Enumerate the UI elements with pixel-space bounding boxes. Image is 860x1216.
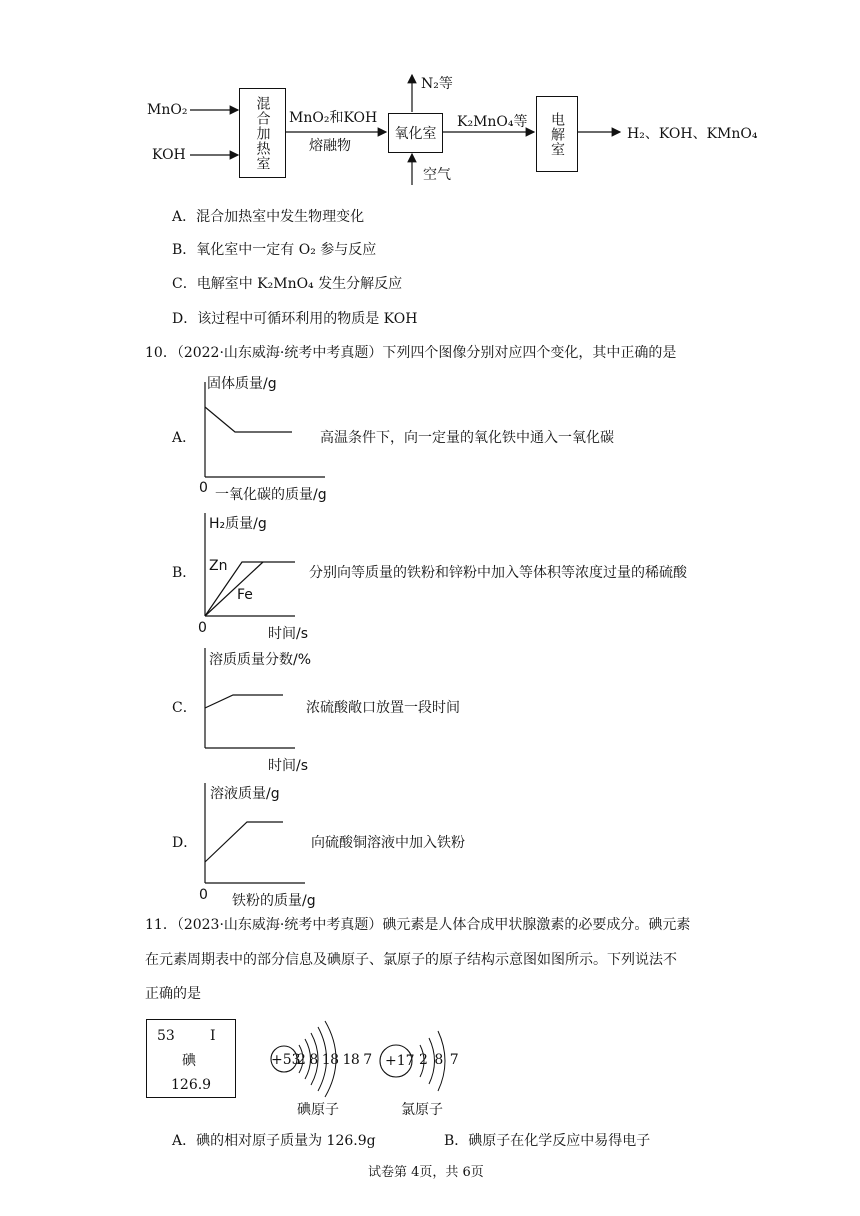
- cell-symbol: I: [210, 1028, 216, 1044]
- graph-d-ylabel: 溶液质量/g: [210, 786, 280, 802]
- periodic-cell-iodine: [146, 1019, 236, 1098]
- graph-c-ylabel: 溶质质量分数/%: [209, 652, 312, 668]
- graph-a-xlabel: 一氧化碳的质量/g: [215, 487, 327, 503]
- mix-heating-room-label: 混合加热室: [254, 95, 271, 171]
- q11-line-2: 在元素周期表中的部分信息及碘原子、氯原子的原子结构示意图如图所示。下列说法不: [145, 952, 677, 968]
- q10-a-letter: A．: [172, 430, 197, 446]
- q10-stem: 10．（2022·山东威海·统考中考真题）下列四个图像分别对应四个变化，其中正确的是: [145, 345, 677, 361]
- n2-label: N₂等: [421, 76, 453, 92]
- iodine-nucleus-label: +53: [271, 1052, 301, 1068]
- chlorine-caption: 氯原子: [401, 1102, 443, 1118]
- graph-c-xlabel: 时间/s: [268, 758, 309, 774]
- products-label: H₂、KOH、KMnO₄: [627, 126, 758, 142]
- graph-b-zn-label: Zn: [209, 558, 228, 574]
- q10-d-desc: 向硫酸铜溶液中加入铁粉: [311, 835, 465, 851]
- graph-a-ylabel: 固体质量/g: [207, 376, 277, 392]
- electrolysis-room-box: [536, 96, 578, 172]
- q10-c-letter: C．: [172, 700, 197, 716]
- q10-c-desc: 浓硫酸敞口放置一段时间: [306, 700, 460, 716]
- cell-element-name: 碘: [182, 1053, 196, 1069]
- graph-a-curve: [205, 407, 292, 432]
- q10-b-desc: 分别向等质量的铁粉和锌粉中加入等体积等浓度过量的稀硫酸: [309, 565, 687, 581]
- q11-option-a: A．碘的相对原子质量为 126.9g: [172, 1133, 376, 1149]
- q11-line-1: 11．（2023·山东威海·统考中考真题）碘元素是人体合成甲状腺激素的必要成分。碘元素: [145, 917, 691, 933]
- mid-bottom-label: 熔融物: [309, 138, 351, 154]
- iodine-shell-electrons: 2 8 18 18 7: [297, 1052, 372, 1068]
- page-footer: 试卷第 4页，共 6页: [368, 1165, 484, 1180]
- q11-line-3: 正确的是: [145, 986, 201, 1002]
- graph-c-curve: [205, 695, 283, 708]
- graph-b-origin: 0: [198, 620, 207, 636]
- q9-option-b: B．氧化室中一定有 O₂ 参与反应: [172, 242, 377, 258]
- chlorine-shell-electrons: 2 8 7: [419, 1052, 459, 1068]
- oxidation-room-box: [388, 113, 443, 153]
- q11-option-b: B．碘原子在化学反应中易得电子: [444, 1133, 651, 1149]
- k2mno4-label: K₂MnO₄等: [457, 114, 528, 130]
- graph-d-origin: 0: [199, 887, 208, 903]
- q10-a-desc: 高温条件下，向一定量的氧化铁中通入一氧化碳: [320, 430, 614, 446]
- q9-option-c: C．电解室中 K₂MnO₄ 发生分解反应: [172, 276, 403, 292]
- graph-d-xlabel: 铁粉的质量/g: [232, 893, 316, 909]
- oxidation-room-label: 氧化室: [394, 126, 437, 142]
- input-koh: KOH: [152, 147, 186, 163]
- q9-option-a: A．混合加热室中发生物理变化: [172, 209, 365, 225]
- input-mno2: MnO₂: [147, 102, 188, 118]
- air-label: 空气: [423, 167, 451, 183]
- chlorine-nucleus-label: +17: [385, 1053, 415, 1069]
- mix-heating-room-box: [239, 88, 286, 178]
- cell-atomic-number: 53: [157, 1028, 175, 1044]
- q10-d-letter: D．: [172, 835, 198, 851]
- iodine-caption: 碘原子: [297, 1102, 339, 1118]
- q9-option-d: D．该过程中可循环利用的物质是 KOH: [172, 311, 418, 327]
- graph-b-xlabel: 时间/s: [268, 626, 309, 642]
- graph-b-ylabel: H₂质量/g: [209, 516, 267, 532]
- q10-b-letter: B．: [172, 565, 197, 581]
- mid-top-label: MnO₂和KOH: [289, 110, 378, 126]
- graph-b-fe-label: Fe: [237, 587, 253, 603]
- electrolysis-room-label: 电解室: [549, 111, 565, 157]
- cell-atomic-mass: 126.9: [171, 1077, 212, 1093]
- graph-a-origin: 0: [199, 480, 208, 496]
- graph-d-curve: [205, 822, 283, 862]
